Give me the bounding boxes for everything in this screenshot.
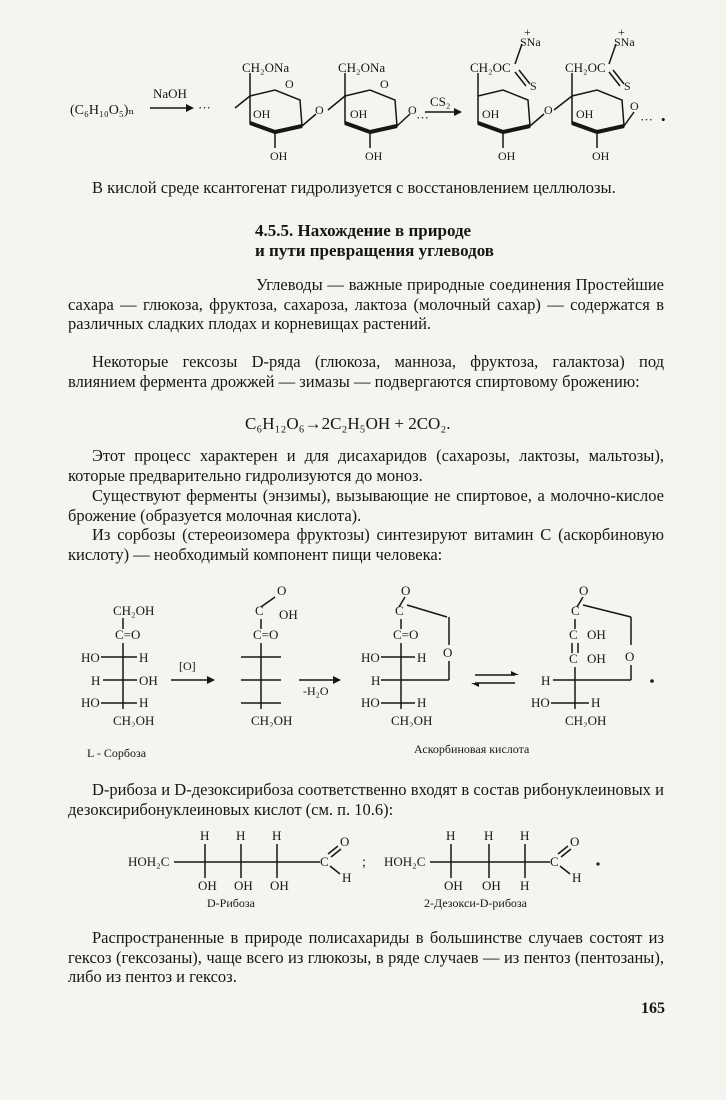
lac-ch2oh: CH₂OH [391, 713, 433, 727]
ch2oc-1: CH₂OC [470, 60, 511, 75]
drib-oh-2: OH [482, 878, 501, 893]
lac-h-1: H [417, 650, 427, 665]
section-heading-line2: и пути превращения углеводов [255, 241, 494, 260]
s-1: S [530, 79, 537, 93]
caption-sorbose: L - Сорбоза [87, 746, 147, 760]
acid-c: C [255, 603, 264, 618]
bridge-o-4: O [630, 99, 639, 113]
lac-o-top: O [401, 583, 411, 598]
xanthate-ring-1 [470, 28, 553, 163]
drib-hoh2c: HOH₂C [384, 854, 426, 869]
keto-acid-structure [241, 583, 298, 727]
paragraph-1: В кислой среде ксантогенат гидролизуется с восстановлением целлюлозы. [92, 178, 616, 197]
drib-h-3: H [520, 828, 530, 843]
lactone-structure [361, 583, 452, 727]
dots-right: ··· [640, 112, 653, 127]
oh-3b: OH [498, 149, 516, 163]
bridge-o-1: O [315, 103, 324, 117]
oh-2b: OH [365, 149, 383, 163]
asc-oh-1: OH [587, 627, 606, 642]
sorb-ho-3: HO [81, 695, 100, 710]
acid-co: C=O [253, 627, 279, 642]
sorbose-structure [81, 603, 158, 727]
paragraph-8: Распространенные в природе полисахариды в большинстве случаев состоят из гексоз (гексозаны), чаще всего из глюкозы, в ряде случаев — из пентоз (пентозаны), либо из пентоз и гексоз. [68, 928, 664, 986]
reagent-naoh: NaOH [153, 86, 187, 101]
ascorbic-acid-structure [531, 583, 634, 727]
caption-ribose: D-Рибоза [207, 896, 255, 910]
ch2ona-2: CH₂ONa [338, 60, 386, 75]
caption-ascorbic: Аскорбиновая кислота [414, 742, 530, 756]
asc-ring-o: O [625, 649, 635, 664]
drib-o: O [570, 834, 580, 849]
lac-ho: HO [361, 650, 380, 665]
asc-o-top: O [579, 583, 589, 598]
drib-h-1: H [446, 828, 456, 843]
sorb-ho-1: HO [81, 650, 100, 665]
paragraph-5: Существуют ферменты (энзимы), вызывающие не спиртовое, а молочно-кислое брожение (образуется молочная кислота). [68, 486, 664, 525]
reagent-cs2: CS₂ [430, 94, 451, 109]
end-period [650, 679, 654, 683]
xanthate-ring-2 [554, 28, 639, 163]
rib-o: O [340, 834, 350, 849]
acid-o: O [277, 583, 287, 598]
oh-1a: OH [253, 107, 271, 121]
asc-h: H [541, 673, 551, 688]
ribose-scheme [128, 826, 618, 916]
asc-ch2oh: CH₂OH [565, 713, 607, 727]
oh-1b: OH [270, 149, 288, 163]
dots-left: ··· [198, 100, 211, 115]
sorb-h-3: H [139, 695, 149, 710]
sorb-h-1: H [139, 650, 149, 665]
sorbose-scheme [75, 577, 675, 727]
lac-ring-o: O [443, 645, 453, 660]
lac-h-2: H [371, 673, 381, 688]
oh-2a: OH [350, 107, 368, 121]
glucose-ring-2 [328, 60, 417, 163]
rib-h-2: H [236, 828, 246, 843]
deoxyribose-structure [384, 828, 581, 893]
acid-oh: OH [279, 607, 298, 622]
sorb-h-2: H [91, 673, 101, 688]
oh-4b: OH [592, 149, 610, 163]
drib-h-2: H [484, 828, 494, 843]
lac-c: C [395, 603, 404, 618]
paragraph-7: D-рибоза и D-дезоксирибоза соответственно входят в состав рибонуклеиновых и дезоксирибонуклеиновых кислот (см. п. 10.6): [68, 780, 664, 819]
ch2oc-2: CH₂OC [565, 60, 606, 75]
asc-c3: C [569, 651, 578, 666]
ribose-structure [128, 828, 351, 893]
acid-ch2oh: CH₂OH [251, 713, 293, 727]
paragraph-6: Из сорбозы (стереоизомера фруктозы) синтезируют витамин С (аскорбиновую кислоту) — необходимый компонент пищи человека: [68, 525, 664, 564]
oh-4a: OH [576, 107, 594, 121]
drib-c: C [550, 854, 559, 869]
rib-h-1: H [200, 828, 210, 843]
rib-oh-2: OH [234, 878, 253, 893]
section-heading-line1: 4.5.5. Нахождение в природе [255, 221, 472, 240]
arrowhead-2 [454, 108, 462, 116]
paragraph-2: Углеводы — важные природные соединения Простейшие сахара — глюкоза, фруктоза, сахароза, лактоза (молочный сахар) — содержатся в различных сладких плодах и корневищах растений. [68, 275, 664, 333]
rib-oh-1: OH [198, 878, 217, 893]
drib-oh-1: OH [444, 878, 463, 893]
sorb-ch2oh-top: CH₂OH [113, 603, 155, 618]
reactant-formula: (C₆H₁₀O₅)ₙ [70, 103, 135, 118]
drib-h-4: H [520, 878, 530, 893]
rib-hoh2c: HOH₂C [128, 854, 170, 869]
asc-c2: C [569, 627, 578, 642]
lac-ho-2: HO [361, 695, 380, 710]
plus-2: + [618, 28, 625, 39]
oh-3a: OH [482, 107, 500, 121]
plus-1: + [524, 28, 531, 39]
s-2: S [624, 79, 631, 93]
sorb-ch2oh-bottom: CH₂OH [113, 713, 155, 727]
rib-c: C [320, 854, 329, 869]
paragraph-3: Некоторые гексозы D-ряда (глюкоза, манноза, фруктоза, галактоза) под влиянием фермента дрожжей — зимазы — подвергаются спиртовому брожению: [68, 352, 664, 391]
lac-h-3: H [417, 695, 427, 710]
sorb-co: C=O [115, 627, 141, 642]
asc-ho: HO [531, 695, 550, 710]
asc-h-2: H [591, 695, 601, 710]
lac-co: C=O [393, 627, 419, 642]
rib-oh-3: OH [270, 878, 289, 893]
paragraph-4: Этот процесс характерен и для дисахаридов (сахарозы, лактозы, мальтозы), которые предварительно гидролизуются до моноз. [68, 446, 664, 485]
caption-deoxyribose: 2-Дезокси-D-рибоза [424, 896, 528, 910]
ring-o-1: O [285, 77, 294, 91]
drib-h-ald: H [572, 870, 582, 885]
sna-2: SNa [614, 35, 635, 49]
separator: ; [362, 855, 366, 870]
dot-end: • [661, 112, 666, 127]
arrowhead-1 [186, 104, 194, 112]
asc-c1: C [571, 603, 580, 618]
glucose-ring-1 [235, 60, 324, 163]
fermentation-equation: C₆H₁₂O₆→2C₂H₅OH + 2CO₂. [245, 414, 451, 433]
ring-o-2: O [380, 77, 389, 91]
rib-h-ald: H [342, 870, 352, 885]
bridge-o-3: O [544, 103, 553, 117]
xanthate-scheme [60, 28, 680, 178]
end-period-2 [596, 862, 599, 865]
rib-h-3: H [272, 828, 282, 843]
dehydration-label: -H₂O [303, 684, 329, 698]
asc-oh-2: OH [587, 651, 606, 666]
sorb-oh-2: OH [139, 673, 158, 688]
ch2ona-1: CH₂ONa [242, 60, 290, 75]
dots-mid: ··· [416, 110, 429, 125]
page-number: 165 [641, 1000, 665, 1017]
oxidation-label: [O] [179, 659, 196, 673]
sna-1: SNa [520, 35, 541, 49]
bridge-o-2: O [408, 103, 417, 117]
